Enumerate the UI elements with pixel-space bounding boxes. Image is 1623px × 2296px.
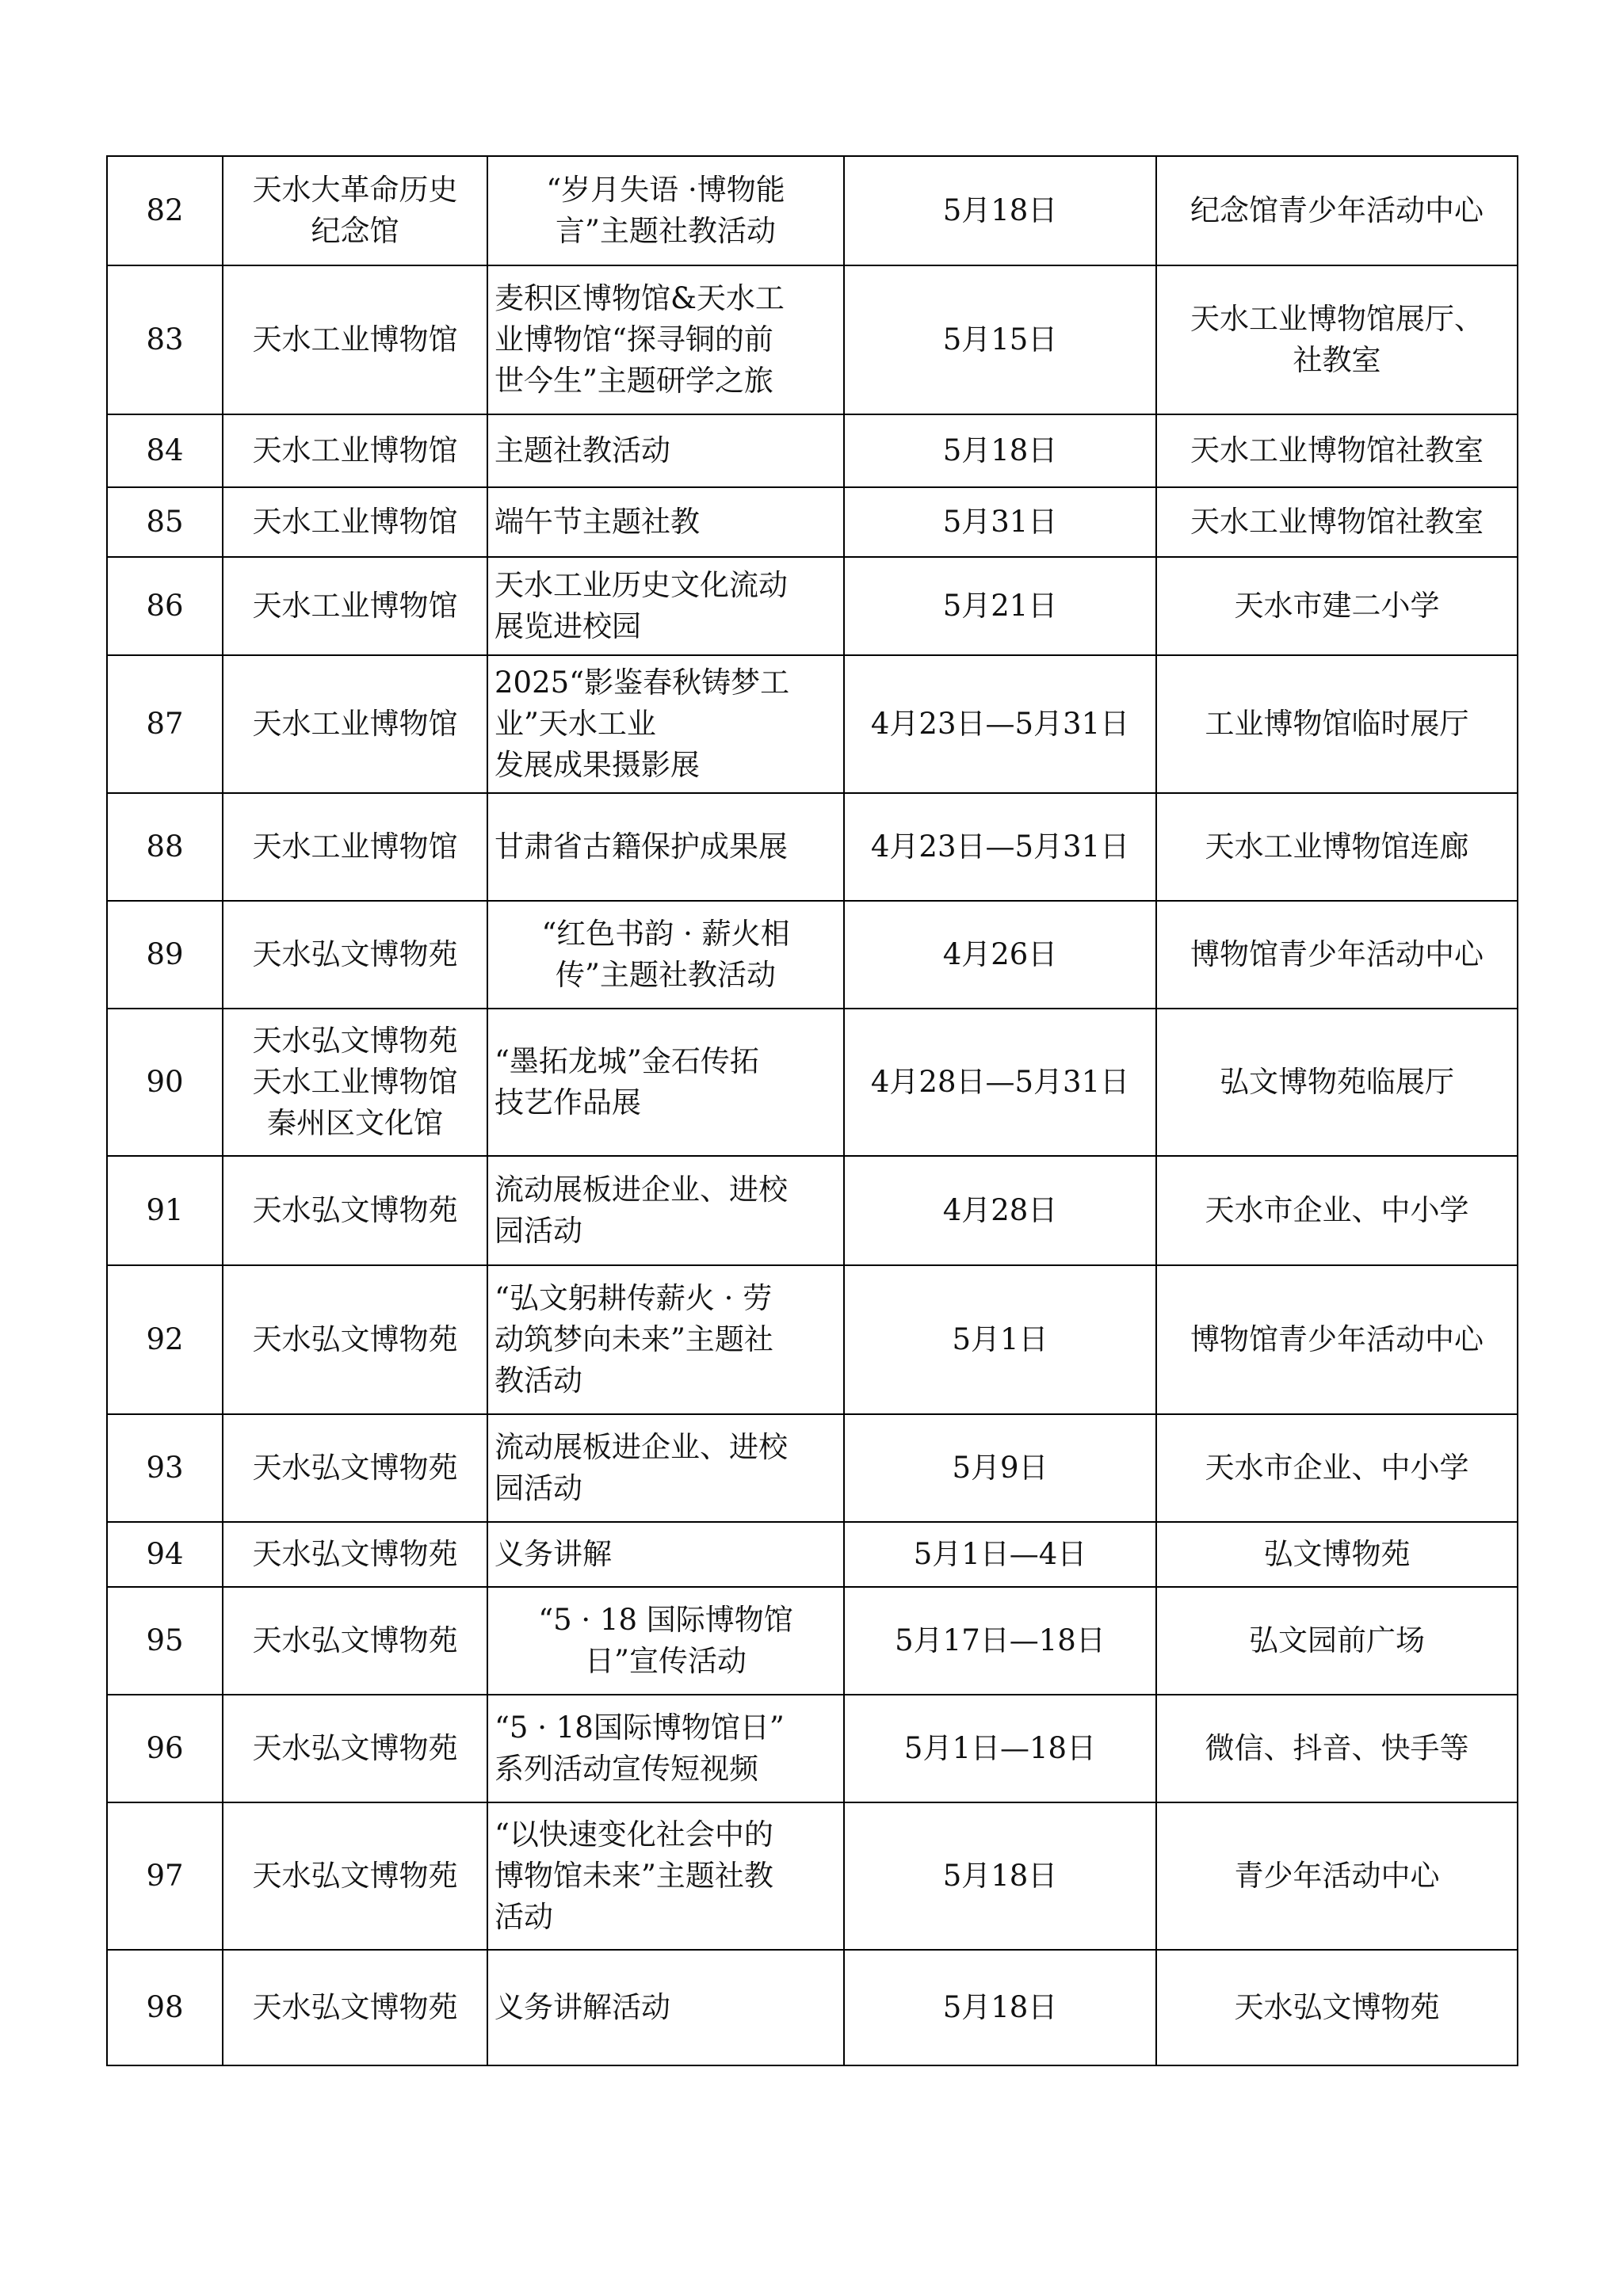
activity-line: 2025“影鉴春秋铸梦工 — [495, 666, 790, 700]
activity-line: 义务讲解活动 — [495, 1990, 670, 2024]
venue-cell — [1156, 557, 1518, 655]
org-line: 秦州区文化馆 — [267, 1106, 443, 1140]
table-row — [107, 1414, 1518, 1522]
venue-line: 天水市建二小学 — [1234, 589, 1440, 623]
activity-cell — [487, 901, 844, 1009]
activity-line: 教活动 — [495, 1363, 582, 1398]
events-table — [106, 155, 1518, 2066]
activity-line: 传”主题社教活动 — [556, 958, 776, 992]
activity-line: 主题社教活动 — [495, 433, 670, 467]
row-number: 91 — [107, 1156, 223, 1265]
activity-cell — [487, 1156, 844, 1265]
activity-cell — [487, 655, 844, 793]
venue-cell — [1156, 1156, 1518, 1265]
date-cell: 4月23日—5月31日 — [844, 655, 1156, 793]
row-number: 83 — [107, 265, 223, 414]
date-cell: 5月9日 — [844, 1414, 1156, 1522]
venue-line: 弘文园前广场 — [1249, 1623, 1425, 1657]
org-line: 天水弘文博物苑 — [252, 1193, 458, 1227]
activity-line: “红色书韵 · 薪火相 — [541, 917, 790, 951]
venue-cell — [1156, 1265, 1518, 1414]
venue-cell — [1156, 265, 1518, 414]
date-cell: 4月26日 — [844, 901, 1156, 1009]
venue-cell — [1156, 901, 1518, 1009]
activity-line: 技艺作品展 — [495, 1085, 641, 1119]
organizer-cell — [223, 265, 487, 414]
org-line: 天水弘文博物苑 — [252, 1322, 458, 1356]
table-row — [107, 156, 1518, 265]
venue-line: 天水市企业、中小学 — [1205, 1451, 1469, 1485]
activity-cell — [487, 793, 844, 901]
organizer-cell — [223, 901, 487, 1009]
activity-line: 端午节主题社教 — [495, 505, 700, 539]
table-row — [107, 1156, 1518, 1265]
venue-cell — [1156, 1587, 1518, 1695]
date-cell: 4月28日—5月31日 — [844, 1009, 1156, 1156]
org-line: 天水大革命历史 — [252, 173, 458, 207]
activity-cell — [487, 414, 844, 487]
date-cell: 5月31日 — [844, 487, 1156, 557]
org-line: 天水工业博物馆 — [252, 322, 458, 357]
organizer-cell — [223, 1009, 487, 1156]
org-line: 天水工业博物馆 — [252, 505, 458, 539]
activity-line: 园活动 — [495, 1214, 582, 1248]
org-line: 天水弘文博物苑 — [252, 1859, 458, 1893]
venue-cell — [1156, 1009, 1518, 1156]
date-cell: 4月28日 — [844, 1156, 1156, 1265]
venue-cell — [1156, 793, 1518, 901]
date-cell: 5月18日 — [844, 156, 1156, 265]
date-cell: 5月17日—18日 — [844, 1587, 1156, 1695]
row-number: 94 — [107, 1522, 223, 1587]
organizer-cell — [223, 793, 487, 901]
org-line: 天水弘文博物苑 — [252, 937, 458, 971]
organizer-cell — [223, 557, 487, 655]
activity-line: 发展成果摄影展 — [495, 748, 700, 782]
table-row — [107, 655, 1518, 793]
activity-cell — [487, 156, 844, 265]
activity-line: 动筑梦向未来”主题社 — [495, 1322, 773, 1356]
date-cell: 5月18日 — [844, 414, 1156, 487]
organizer-cell — [223, 1522, 487, 1587]
venue-cell — [1156, 1522, 1518, 1587]
organizer-cell — [223, 1695, 487, 1802]
organizer-cell — [223, 1265, 487, 1414]
activity-line: 业博物馆“探寻铜的前 — [495, 322, 773, 357]
venue-cell — [1156, 487, 1518, 557]
venue-line: 天水工业博物馆社教室 — [1190, 505, 1484, 539]
venue-line: 博物馆青少年活动中心 — [1190, 1322, 1484, 1356]
activity-line: “弘文躬耕传薪火 · 劳 — [495, 1281, 773, 1315]
venue-cell — [1156, 414, 1518, 487]
row-number: 98 — [107, 1950, 223, 2065]
venue-line: 天水工业博物馆社教室 — [1190, 433, 1484, 467]
activity-line: 系列活动宣传短视频 — [495, 1752, 758, 1786]
activity-line: “墨拓龙城”金石传拓 — [495, 1044, 759, 1078]
table-row — [107, 1802, 1518, 1950]
venue-line: 天水工业博物馆连廊 — [1205, 830, 1469, 864]
organizer-cell — [223, 1414, 487, 1522]
activity-line: 博物馆未来”主题社教 — [495, 1859, 773, 1893]
org-line: 天水弘文博物苑 — [252, 1537, 458, 1571]
venue-cell — [1156, 156, 1518, 265]
activity-cell — [487, 1802, 844, 1950]
org-line: 天水弘文博物苑 — [252, 1451, 458, 1485]
activity-cell — [487, 1265, 844, 1414]
activity-cell — [487, 1414, 844, 1522]
org-line: 天水弘文博物苑 — [252, 1623, 458, 1657]
venue-cell — [1156, 1950, 1518, 2065]
activity-cell — [487, 1950, 844, 2065]
activity-line: 流动展板进企业、进校 — [495, 1173, 788, 1207]
org-line: 天水弘文博物苑 — [252, 1024, 458, 1058]
org-line: 天水工业博物馆 — [252, 830, 458, 864]
activity-cell — [487, 265, 844, 414]
organizer-cell — [223, 156, 487, 265]
table-row — [107, 265, 1518, 414]
activity-line: “5 · 18国际博物馆日” — [495, 1711, 785, 1745]
row-number: 97 — [107, 1802, 223, 1950]
table-row — [107, 901, 1518, 1009]
org-line: 天水工业博物馆 — [252, 1065, 458, 1099]
row-number: 96 — [107, 1695, 223, 1802]
activity-line: 天水工业历史文化流动 — [495, 568, 788, 602]
row-number: 85 — [107, 487, 223, 557]
venue-line: 博物馆青少年活动中心 — [1190, 937, 1484, 971]
date-cell: 5月15日 — [844, 265, 1156, 414]
organizer-cell — [223, 1802, 487, 1950]
venue-line: 青少年活动中心 — [1234, 1859, 1440, 1893]
org-line: 天水工业博物馆 — [252, 433, 458, 467]
table-row — [107, 557, 1518, 655]
activity-line: 言”主题社教活动 — [556, 214, 776, 248]
venue-line: 微信、抖音、快手等 — [1205, 1731, 1469, 1765]
activity-line: 业”天水工业 — [495, 707, 656, 741]
venue-cell — [1156, 1695, 1518, 1802]
venue-line: 弘文博物苑临展厅 — [1220, 1065, 1454, 1099]
venue-cell — [1156, 1414, 1518, 1522]
table-row — [107, 1522, 1518, 1587]
date-cell: 5月1日—4日 — [844, 1522, 1156, 1587]
row-number: 82 — [107, 156, 223, 265]
activity-cell — [487, 557, 844, 655]
activity-line: 世今生”主题研学之旅 — [495, 364, 773, 398]
organizer-cell — [223, 487, 487, 557]
row-number: 90 — [107, 1009, 223, 1156]
activity-cell — [487, 1587, 844, 1695]
table-row — [107, 1587, 1518, 1695]
date-cell: 5月21日 — [844, 557, 1156, 655]
venue-cell — [1156, 655, 1518, 793]
activity-cell — [487, 1009, 844, 1156]
activity-line: 展览进校园 — [495, 609, 641, 643]
org-line: 天水工业博物馆 — [252, 589, 458, 623]
activity-line: 活动 — [495, 1900, 553, 1934]
organizer-cell — [223, 655, 487, 793]
activity-cell — [487, 1522, 844, 1587]
events-table-body — [107, 156, 1518, 2065]
activity-cell — [487, 487, 844, 557]
row-number: 84 — [107, 414, 223, 487]
row-number: 87 — [107, 655, 223, 793]
row-number: 86 — [107, 557, 223, 655]
table-row — [107, 1695, 1518, 1802]
org-line: 纪念馆 — [311, 214, 399, 248]
activity-line: 麦积区博物馆&天水工 — [495, 281, 785, 315]
date-cell: 5月18日 — [844, 1802, 1156, 1950]
activity-line: 园活动 — [495, 1471, 582, 1505]
venue-line: 天水弘文博物苑 — [1234, 1990, 1440, 2024]
table-row — [107, 1009, 1518, 1156]
organizer-cell — [223, 1156, 487, 1265]
venue-line: 纪念馆青少年活动中心 — [1190, 193, 1484, 227]
org-line: 天水工业博物馆 — [252, 707, 458, 741]
date-cell: 5月1日—18日 — [844, 1695, 1156, 1802]
date-cell: 4月23日—5月31日 — [844, 793, 1156, 901]
row-number: 95 — [107, 1587, 223, 1695]
organizer-cell — [223, 1587, 487, 1695]
table-row — [107, 414, 1518, 487]
date-cell: 5月18日 — [844, 1950, 1156, 2065]
table-row — [107, 1265, 1518, 1414]
row-number: 93 — [107, 1414, 223, 1522]
organizer-cell — [223, 414, 487, 487]
activity-line: “以快速变化社会中的 — [495, 1817, 773, 1852]
venue-line: 弘文博物苑 — [1263, 1537, 1411, 1571]
row-number: 89 — [107, 901, 223, 1009]
venue-line: 社教室 — [1293, 343, 1381, 377]
table-row — [107, 1950, 1518, 2065]
venue-cell — [1156, 1802, 1518, 1950]
activity-line: 日”宣传活动 — [585, 1644, 747, 1678]
activity-line: “岁月失语 ·博物能 — [546, 173, 785, 207]
row-number: 88 — [107, 793, 223, 901]
activity-line: 义务讲解 — [495, 1537, 612, 1571]
org-line: 天水弘文博物苑 — [252, 1731, 458, 1765]
org-line: 天水弘文博物苑 — [252, 1990, 458, 2024]
table-row — [107, 487, 1518, 557]
row-number: 92 — [107, 1265, 223, 1414]
venue-line: 工业博物馆临时展厅 — [1205, 707, 1469, 741]
date-cell: 5月1日 — [844, 1265, 1156, 1414]
activity-cell — [487, 1695, 844, 1802]
activity-line: 流动展板进企业、进校 — [495, 1430, 788, 1464]
venue-line: 天水市企业、中小学 — [1205, 1193, 1469, 1227]
organizer-cell — [223, 1950, 487, 2065]
activity-line: 甘肃省古籍保护成果展 — [495, 830, 788, 864]
venue-line: 天水工业博物馆展厅、 — [1190, 302, 1484, 336]
table-row — [107, 793, 1518, 901]
activity-line: “5 · 18 国际博物馆 — [538, 1603, 793, 1637]
